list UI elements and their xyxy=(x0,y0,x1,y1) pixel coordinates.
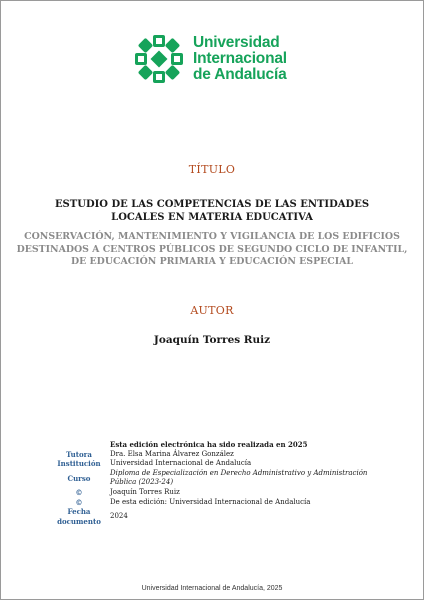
tutora-value: Dra. Elsa Marina Álvarez González xyxy=(110,449,234,458)
author-label: AUTOR xyxy=(190,304,234,317)
curso-line-1: Diploma de Especialización en Derecho Administrativo y Administración xyxy=(110,468,368,477)
page-footer: Universidad Internacional de Andalucía, 2025 xyxy=(141,585,283,592)
subtitle-line-2: DESTINADOS A CENTROS PÚBLICOS DE SEGUNDO CICLO DE INFANTIL, xyxy=(16,243,408,255)
fecha-label-line-1: Fecha xyxy=(67,507,91,517)
institucion-label: Institución xyxy=(57,459,101,469)
curso-value xyxy=(110,469,380,488)
institucion-value: Universidad Internacional de Andalucía xyxy=(110,459,252,468)
logo-line-3: de Andalucía xyxy=(193,66,287,83)
logo-line-2: Internacional xyxy=(193,50,287,67)
copyright-value-1: Joaquín Torres Ruiz xyxy=(110,487,180,496)
logo-star-icon xyxy=(133,33,185,85)
document-subtitle xyxy=(0,231,424,269)
copyright-label-2: © xyxy=(75,497,83,507)
tutora-label: Tutora xyxy=(66,449,92,459)
author-name: Joaquín Torres Ruiz xyxy=(153,334,271,346)
fecha-label xyxy=(48,507,110,526)
curso-label: Curso xyxy=(67,473,91,483)
edition-note: Esta edición electrónica ha sido realizada en 2025 xyxy=(110,440,308,449)
copyright-label-1: © xyxy=(75,487,83,497)
subtitle-line-3: DE EDUCACIÓN PRIMARIA Y EDUCACIÓN ESPECIAL xyxy=(71,256,353,267)
title-label: TÍTULO xyxy=(188,163,236,176)
logo-wordmark xyxy=(193,35,287,83)
fecha-label-line-2: documento xyxy=(57,516,101,526)
document-title: ESTUDIO DE LAS COMPETENCIAS DE LAS ENTIDADES LOCALES EN MATERIA EDUCATIVA xyxy=(54,199,370,223)
subtitle-line-1: CONSERVACIÓN, MANTENIMIENTO Y VIGILANCIA DE LOS EDIFICIOS xyxy=(24,231,400,242)
copyright-value-2: De esta edición: Universidad Internacional de Andalucía xyxy=(110,497,311,506)
curso-line-2: Pública (2023-24) xyxy=(110,478,174,487)
logo-line-1: Universidad xyxy=(193,34,280,51)
university-logo xyxy=(133,33,287,85)
document-metadata xyxy=(48,440,380,526)
fecha-value: 2024 xyxy=(110,512,128,521)
